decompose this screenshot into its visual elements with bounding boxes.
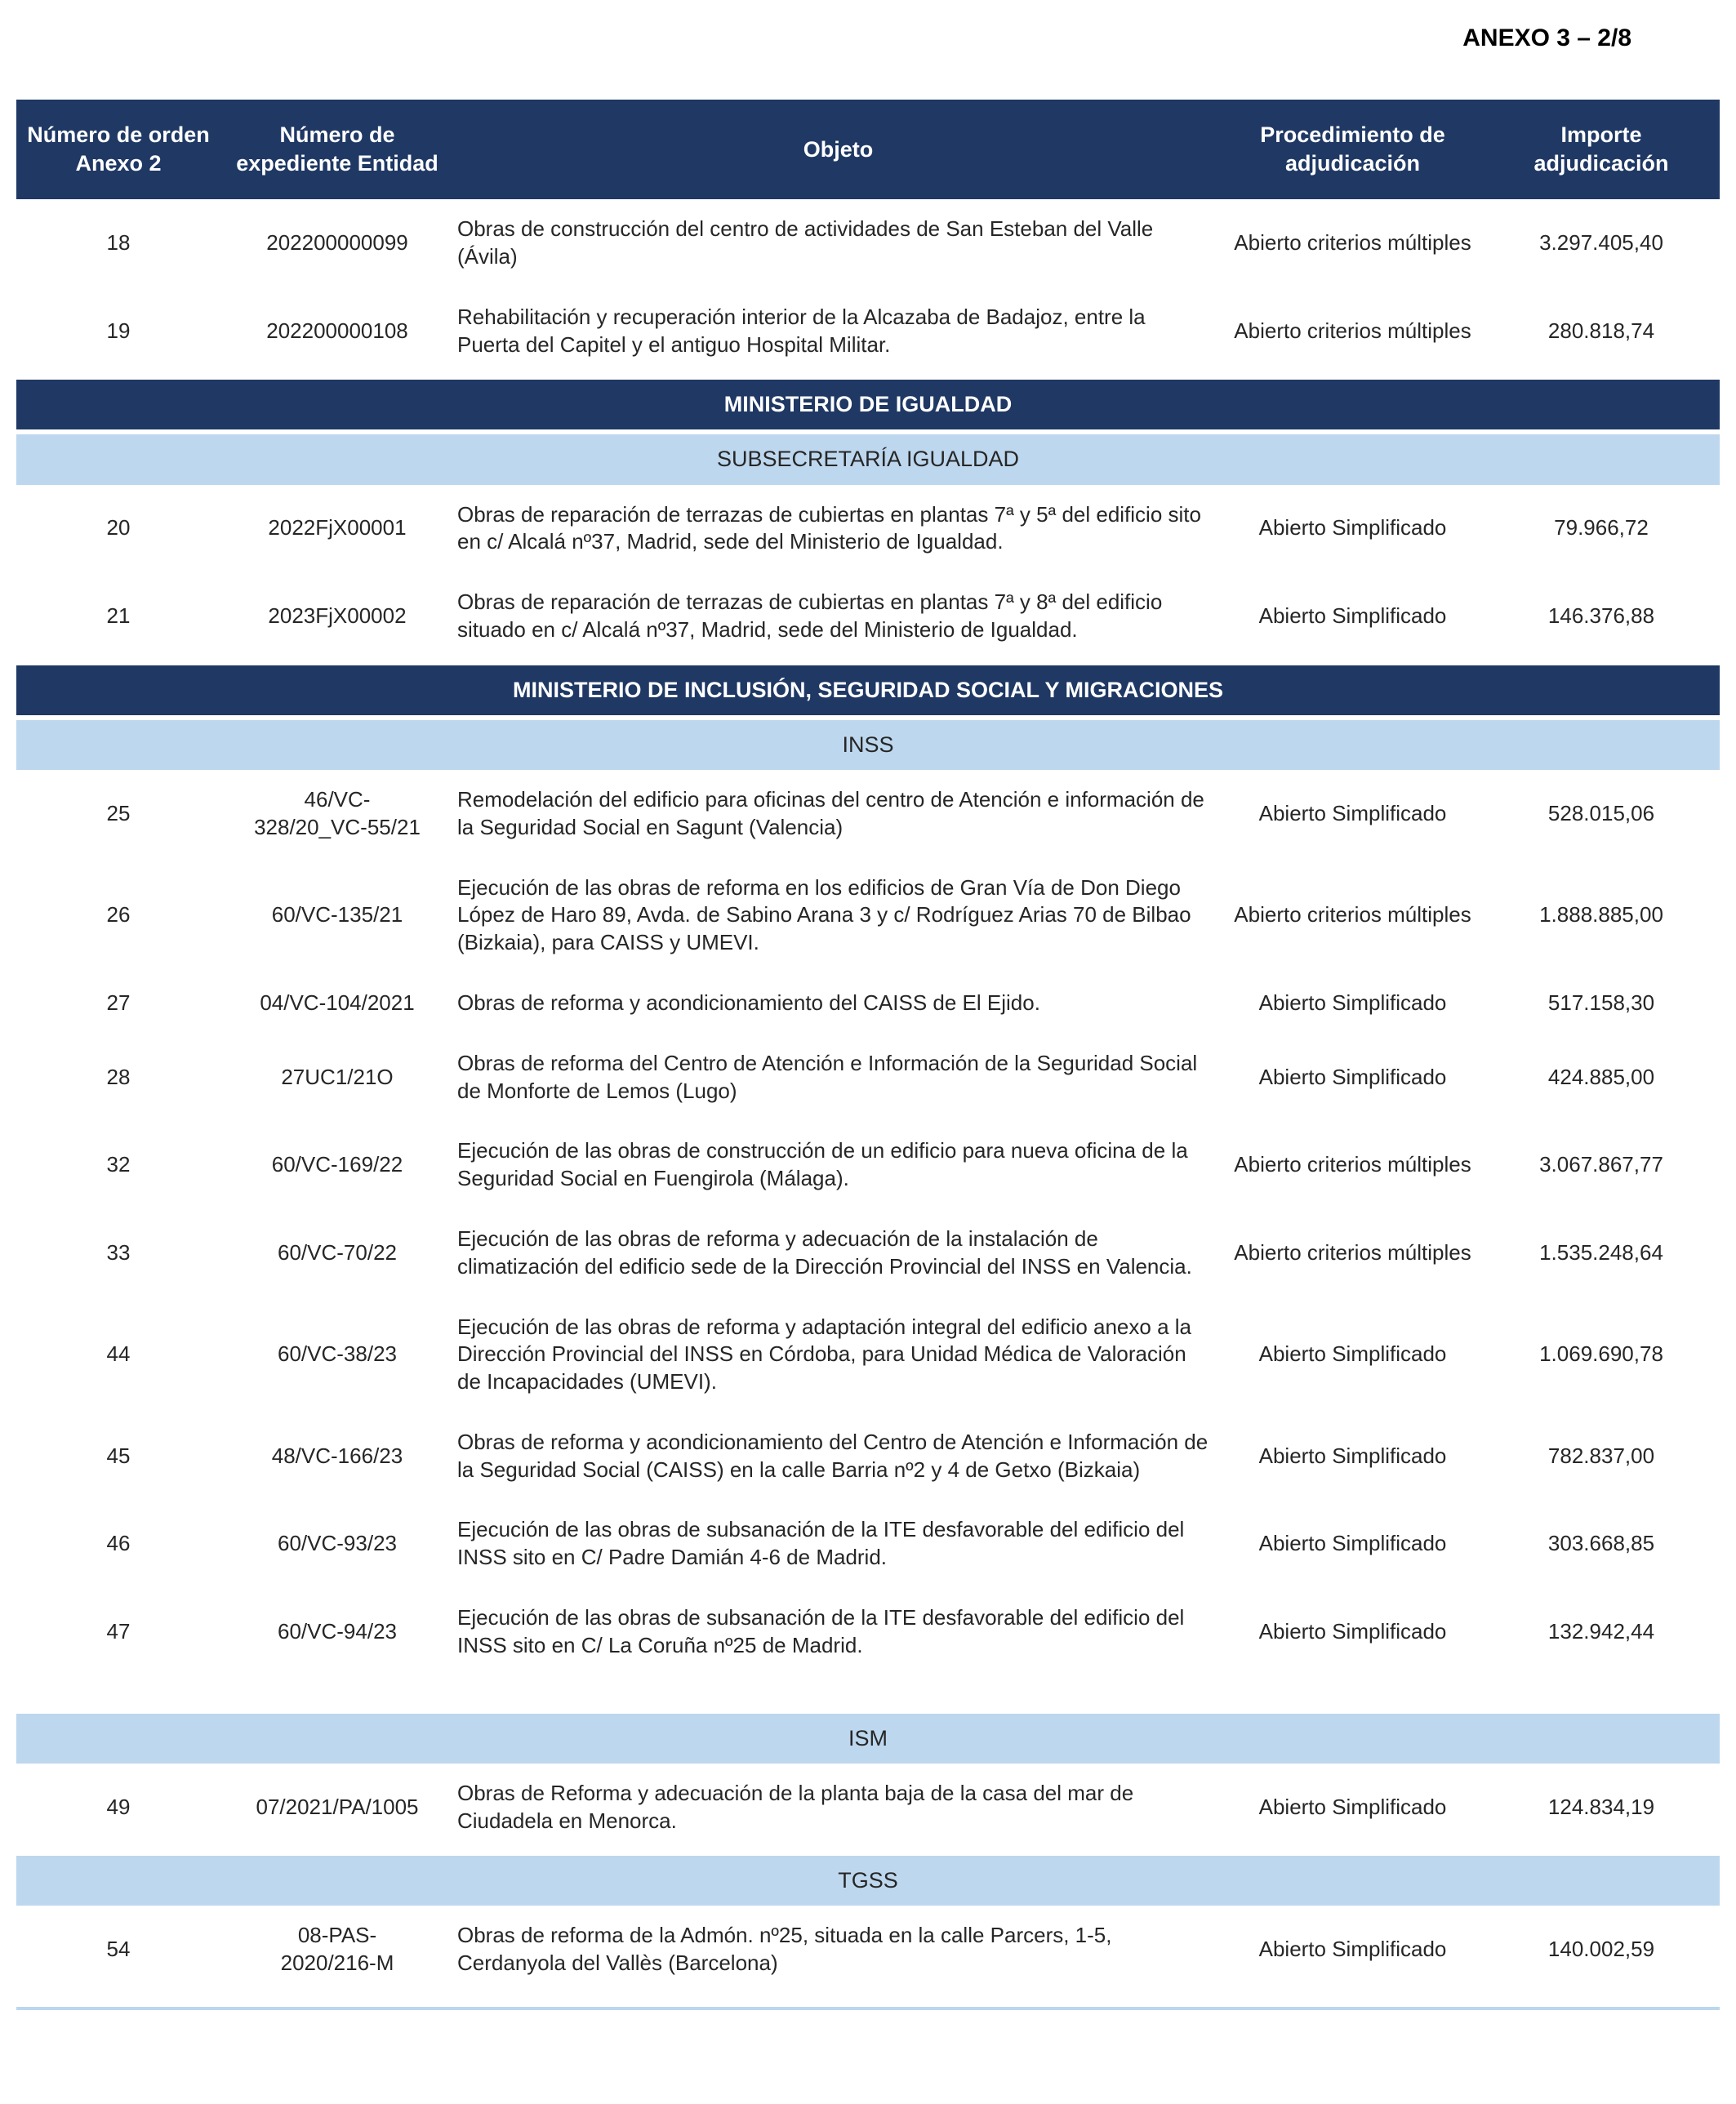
cell-exp: 60/VC-135/21	[220, 858, 454, 973]
cell-importe: 132.942,44	[1483, 1588, 1720, 1676]
cell-importe: 517.158,30	[1483, 973, 1720, 1034]
cell-num: 49	[16, 1764, 220, 1852]
cell-num: 44	[16, 1297, 220, 1412]
table-row	[16, 770, 1720, 858]
section-label: TGSS	[16, 1851, 1720, 1906]
col-header-objeto: Objeto	[454, 100, 1222, 199]
table-row	[16, 1764, 1720, 1852]
table-row	[16, 485, 1720, 573]
cell-num: 32	[16, 1121, 220, 1209]
table-row	[16, 572, 1720, 661]
cell-objeto: Ejecución de las obras de reforma en los edificios de Gran Vía de Don Diego López de Haro 89, Avda. de Sabino Arana 3 y c/ Rodríguez Arias 70 de Bilbao (Bizkaia), para CAISS y UMEVI.	[454, 858, 1222, 973]
cell-objeto: Ejecución de las obras de subsanación de la ITE desfavorable del edificio del INSS sito en C/ La Coruña nº25 de Madrid.	[454, 1588, 1222, 1676]
table-header	[16, 100, 1720, 199]
cell-proc: Abierto criterios múltiples	[1222, 1121, 1483, 1209]
cell-num: 47	[16, 1588, 220, 1676]
cell-proc: Abierto Simplificado	[1222, 572, 1483, 661]
cell-proc: Abierto Simplificado	[1222, 1034, 1483, 1122]
partial-band	[16, 1994, 1720, 2010]
annex-label: ANEXO 3 – 2/8	[1462, 24, 1631, 51]
partial-band-row	[16, 1994, 1720, 2010]
cell-exp: 60/VC-94/23	[220, 1588, 454, 1676]
cell-proc: Abierto criterios múltiples	[1222, 287, 1483, 376]
cell-num: 20	[16, 485, 220, 573]
cell-objeto: Obras de reparación de terrazas de cubiertas en plantas 7ª y 5ª del edificio sito en c/ Alcalá nº37, Madrid, sede del Ministerio de Igualdad.	[454, 485, 1222, 573]
table-row	[16, 1588, 1720, 1676]
cell-importe: 782.837,00	[1483, 1412, 1720, 1501]
cell-objeto: Obras de Reforma y adecuación de la planta baja de la casa del mar de Ciudadela en Menorca.	[454, 1764, 1222, 1852]
cell-objeto: Obras de construcción del centro de actividades de San Esteban del Valle (Ávila)	[454, 199, 1222, 287]
entity-subsection-row	[16, 715, 1720, 770]
cell-exp: 2022FjX00001	[220, 485, 454, 573]
cell-objeto: Rehabilitación y recuperación interior de la Alcazaba de Badajoz, entre la Puerta del Capitel y el antiguo Hospital Militar.	[454, 287, 1222, 376]
section-label: MINISTERIO DE IGUALDAD	[16, 375, 1720, 429]
cell-objeto: Remodelación del edificio para oficinas del centro de Atención e información de la Seguridad Social en Sagunt (Valencia)	[454, 770, 1222, 858]
col-header-numero-expediente: Número de expediente Entidad	[220, 100, 454, 199]
cell-exp: 60/VC-169/22	[220, 1121, 454, 1209]
entity-subsection-row	[16, 429, 1720, 484]
cell-proc: Abierto Simplificado	[1222, 1412, 1483, 1501]
cell-importe: 528.015,06	[1483, 770, 1720, 858]
table-row	[16, 199, 1720, 287]
cell-importe: 1.888.885,00	[1483, 858, 1720, 973]
cell-objeto: Obras de reforma del Centro de Atención e Información de la Seguridad Social de Monforte de Lemos (Lugo)	[454, 1034, 1222, 1122]
table-body	[16, 199, 1720, 2010]
cell-importe: 424.885,00	[1483, 1034, 1720, 1122]
cell-exp: 60/VC-70/22	[220, 1209, 454, 1297]
cell-num: 21	[16, 572, 220, 661]
cell-num: 28	[16, 1034, 220, 1122]
table-row	[16, 1906, 1720, 1994]
cell-exp: 08-PAS-2020/216-M	[220, 1906, 454, 1994]
cell-objeto: Ejecución de las obras de subsanación de la ITE desfavorable del edificio del INSS sito en C/ Padre Damián 4-6 de Madrid.	[454, 1500, 1222, 1588]
cell-importe: 140.002,59	[1483, 1906, 1720, 1994]
cell-num: 18	[16, 199, 220, 287]
cell-importe: 280.818,74	[1483, 287, 1720, 376]
cell-proc: Abierto Simplificado	[1222, 1500, 1483, 1588]
cell-proc: Abierto Simplificado	[1222, 1588, 1483, 1676]
table-row	[16, 1209, 1720, 1297]
cell-proc: Abierto criterios múltiples	[1222, 199, 1483, 287]
cell-num: 46	[16, 1500, 220, 1588]
cell-importe: 124.834,19	[1483, 1764, 1720, 1852]
table-row	[16, 1412, 1720, 1501]
cell-exp: 60/VC-38/23	[220, 1297, 454, 1412]
cell-importe: 1.535.248,64	[1483, 1209, 1720, 1297]
cell-exp: 46/VC-328/20_VC-55/21	[220, 770, 454, 858]
entity-subsection-row	[16, 1676, 1720, 1764]
cell-objeto: Ejecución de las obras de construcción de un edificio para nueva oficina de la Seguridad Social en Fuengirola (Málaga).	[454, 1121, 1222, 1209]
table-row	[16, 1297, 1720, 1412]
cell-proc: Abierto Simplificado	[1222, 770, 1483, 858]
cell-num: 25	[16, 770, 220, 858]
table-row	[16, 287, 1720, 376]
cell-exp: 27UC1/21O	[220, 1034, 454, 1122]
cell-objeto: Obras de reforma y acondicionamiento del CAISS de El Ejido.	[454, 973, 1222, 1034]
cell-proc: Abierto Simplificado	[1222, 485, 1483, 573]
ministry-section-row	[16, 661, 1720, 715]
cell-num: 33	[16, 1209, 220, 1297]
cell-proc: Abierto Simplificado	[1222, 1906, 1483, 1994]
cell-num: 27	[16, 973, 220, 1034]
cell-exp: 2023FjX00002	[220, 572, 454, 661]
cell-proc: Abierto criterios múltiples	[1222, 1209, 1483, 1297]
table-row	[16, 858, 1720, 973]
section-label: INSS	[16, 715, 1720, 770]
cell-exp: 04/VC-104/2021	[220, 973, 454, 1034]
table-row	[16, 973, 1720, 1034]
cell-num: 26	[16, 858, 220, 973]
cell-exp: 202200000108	[220, 287, 454, 376]
cell-proc: Abierto criterios múltiples	[1222, 858, 1483, 973]
col-header-procedimiento: Procedimiento de adjudicación	[1222, 100, 1483, 199]
cell-importe: 1.069.690,78	[1483, 1297, 1720, 1412]
cell-num: 19	[16, 287, 220, 376]
entity-subsection-row	[16, 1851, 1720, 1906]
cell-exp: 07/2021/PA/1005	[220, 1764, 454, 1852]
cell-num: 54	[16, 1906, 220, 1994]
ministry-section-row	[16, 375, 1720, 429]
table-row	[16, 1121, 1720, 1209]
col-header-importe: Importe adjudicación	[1483, 100, 1720, 199]
cell-importe: 3.297.405,40	[1483, 199, 1720, 287]
col-header-numero-orden: Número de orden Anexo 2	[16, 100, 220, 199]
cell-exp: 60/VC-93/23	[220, 1500, 454, 1588]
section-label: MINISTERIO DE INCLUSIÓN, SEGURIDAD SOCIAL Y MIGRACIONES	[16, 661, 1720, 715]
cell-proc: Abierto Simplificado	[1222, 973, 1483, 1034]
cell-importe: 79.966,72	[1483, 485, 1720, 573]
cell-objeto: Obras de reforma y acondicionamiento del Centro de Atención e Información de la Seguridad Social (CAISS) en la calle Barria nº2 y 4 de Getxo (Bizkaia)	[454, 1412, 1222, 1501]
section-label: SUBSECRETARÍA IGUALDAD	[16, 429, 1720, 484]
cell-exp: 48/VC-166/23	[220, 1412, 454, 1501]
section-label: ISM	[16, 1676, 1720, 1764]
cell-objeto: Obras de reparación de terrazas de cubiertas en plantas 7ª y 8ª del edificio situado en c/ Alcalá nº37, Madrid, sede del Ministerio de Igualdad.	[454, 572, 1222, 661]
cell-importe: 303.668,85	[1483, 1500, 1720, 1588]
contracts-table	[16, 100, 1720, 2010]
cell-exp: 202200000099	[220, 199, 454, 287]
cell-num: 45	[16, 1412, 220, 1501]
table-row	[16, 1034, 1720, 1122]
cell-objeto: Ejecución de las obras de reforma y adecuación de la instalación de climatización del edificio sede de la Dirección Provincial del INSS en Valencia.	[454, 1209, 1222, 1297]
cell-importe: 3.067.867,77	[1483, 1121, 1720, 1209]
cell-objeto: Obras de reforma de la Admón. nº25, situada en la calle Parcers, 1-5, Cerdanyola del Vallès (Barcelona)	[454, 1906, 1222, 1994]
cell-proc: Abierto Simplificado	[1222, 1764, 1483, 1852]
cell-importe: 146.376,88	[1483, 572, 1720, 661]
header-row	[16, 100, 1720, 199]
cell-proc: Abierto Simplificado	[1222, 1297, 1483, 1412]
cell-objeto: Ejecución de las obras de reforma y adaptación integral del edificio anexo a la Dirección Provincial del INSS en Córdoba, para Unidad Médica de Valoración de Incapacidades (UMEVI).	[454, 1297, 1222, 1412]
table-row	[16, 1500, 1720, 1588]
